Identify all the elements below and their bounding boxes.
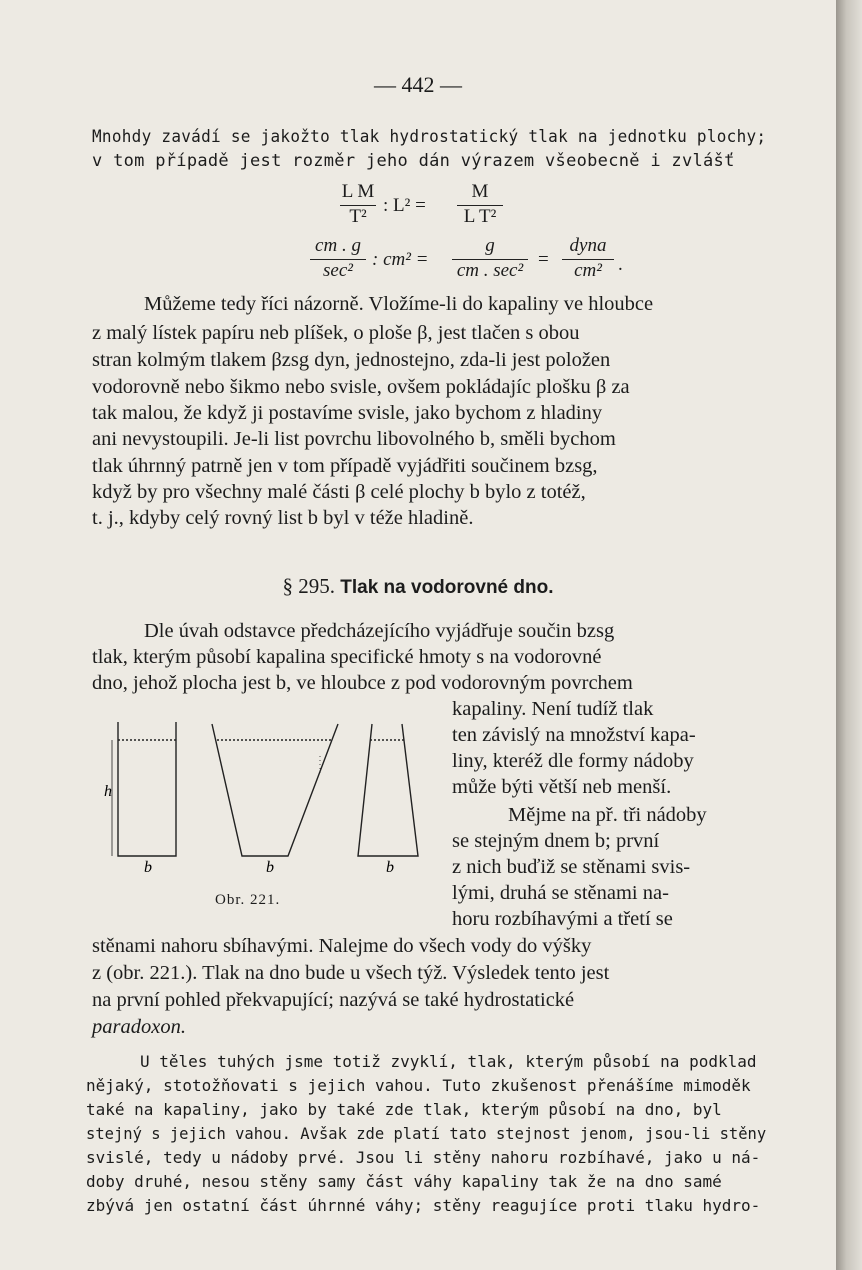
para2-right-line: se stejným dnem b; první [452, 830, 660, 852]
formula2-numerator: cm . g [315, 235, 361, 256]
formula2-right-denominator: cm . sec² [456, 260, 524, 281]
intro-line-2: v tom případě jest rozměr jeho dán výrazem všeobecně i zvlášť [92, 151, 735, 171]
vessel-diverging [212, 724, 338, 856]
label-h: h [104, 783, 112, 800]
para2-right-line: z nich buďiž se stěnami svis- [452, 856, 691, 878]
formula2-right-numerator: g [485, 235, 495, 256]
para2-end-line: paradoxon. [92, 1016, 186, 1038]
para2-line: Dle úvah odstavce předcházejícího vyjádřuje součin bzsg [144, 620, 615, 642]
formula2-middle: : cm² = [372, 249, 429, 270]
small-line: U těles tuhých jsme totiž zvyklí, tlak, kterým působí na podklad [140, 1052, 757, 1071]
para2-right-line: liny, kteréž dle formy nádoby [452, 750, 694, 772]
section-number: § 295. [282, 574, 335, 598]
para1-line: Můžeme tedy říci názorně. Vložíme-li do kapaliny ve hloubce [144, 293, 654, 315]
vessel-converging [358, 724, 418, 856]
vessel-vertical [112, 722, 176, 856]
figure-vessels [100, 716, 420, 876]
formula1-right-numerator: M [471, 181, 489, 202]
para2-right-line: Mějme na př. tři nádoby [508, 804, 707, 826]
para2-right-line: ten závislý na množství kapa- [452, 724, 696, 746]
small-line: zbývá jen ostatní část úhrnné váhy; stěny reagujíce proti tlaku hydro- [86, 1196, 761, 1215]
para2-right-line: může býti větší neb menší. [452, 776, 672, 798]
label-b-3: b [386, 859, 394, 876]
para2-right-line: lými, druhá se stěnami na- [452, 882, 669, 904]
para1-line: z malý lístek papíru neb plíšek, o ploše β, jest tlačen s obou [92, 322, 580, 344]
formula2-dyna: dyna [569, 235, 607, 256]
section-title: Tlak na vodorovné dno. [340, 577, 554, 598]
section-heading [0, 574, 836, 599]
intro-line-1: Mnohdy zavádí se jakožto tlak hydrostatický tlak na jednotku plochy; [92, 127, 767, 147]
label-b-2: b [266, 859, 274, 876]
page-number: — 442 — [374, 72, 462, 97]
para2-end-line: z (obr. 221.). Tlak na dno bude u všech týž. Výsledek tento jest [92, 962, 610, 984]
small-line: stejný s jejich vahou. Avšak zde platí tato stejnost jenom, jsou-li stěny [86, 1124, 767, 1143]
formula2-cm2: cm² [574, 260, 602, 281]
small-line: nějaký, stotožňovati s jejich vahou. Tuto zkušenost přenášíme mimoděk [86, 1076, 751, 1095]
para1-line: stran kolmým tlakem βzsg dyn, jednostejno, zda-li jest položen [92, 349, 611, 371]
book-page-edge [836, 0, 862, 1270]
para2-end-line: na první pohled překvapující; nazývá se také hydrostatické [92, 989, 575, 1011]
formula1-middle: : L² = [383, 195, 426, 216]
formula2-period: . [618, 254, 623, 275]
small-line: svislé, tedy u nádoby prvé. Jsou li stěny nahoru rozbíhavé, jako u ná- [86, 1148, 761, 1167]
label-b-1: b [144, 859, 152, 876]
para2-line: tlak, kterým působí kapalina specifické hmoty s na vodorovné [92, 646, 602, 668]
para1-line: tak malou, že když ji postavíme svisle, jako bychom z hladiny [92, 402, 603, 424]
para2-right-line: kapaliny. Není tudíž tlak [452, 698, 654, 720]
formula1-right-denominator: L T² [463, 206, 497, 227]
formula2-denominator: sec² [323, 260, 353, 281]
formula1-numerator: L M [341, 181, 375, 202]
figure-caption: Obr. 221. [215, 892, 281, 908]
para1-line: vodorovně nebo šikmo nebo svisle, ovšem pokládajíc plošku β za [92, 376, 630, 398]
small-line: také na kapaliny, jako by také zde tlak, kterým působí na dno, byl [86, 1100, 722, 1119]
para2-end-line: stěnami nahoru sbíhavými. Nalejme do všech vody do výšky [92, 935, 592, 957]
formula1-denominator: T² [349, 206, 367, 227]
para1-line: ani nevystoupili. Je-li list povrchu libovolného b, směli bychom [92, 428, 616, 450]
para1-line: když by pro všechny malé části β celé plochy b bylo z totéž, [92, 481, 586, 503]
para2-right-line: horu rozbíhavými a třetí se [452, 908, 673, 930]
para1-line: t. j., kdyby celý rovný list b byl v téže hladině. [92, 507, 474, 529]
formula2-equals: = [538, 249, 549, 270]
para1-line: tlak úhrnný patrně jen v tom případě vyjádřiti součinem bzsg, [92, 455, 598, 477]
small-line: doby druhé, nesou stěny samy část váhy kapaliny tak že na dno samé [86, 1172, 722, 1191]
para2-line: dno, jehož plocha jest b, ve hloubce z pod vodorovným povrchem [92, 672, 633, 694]
